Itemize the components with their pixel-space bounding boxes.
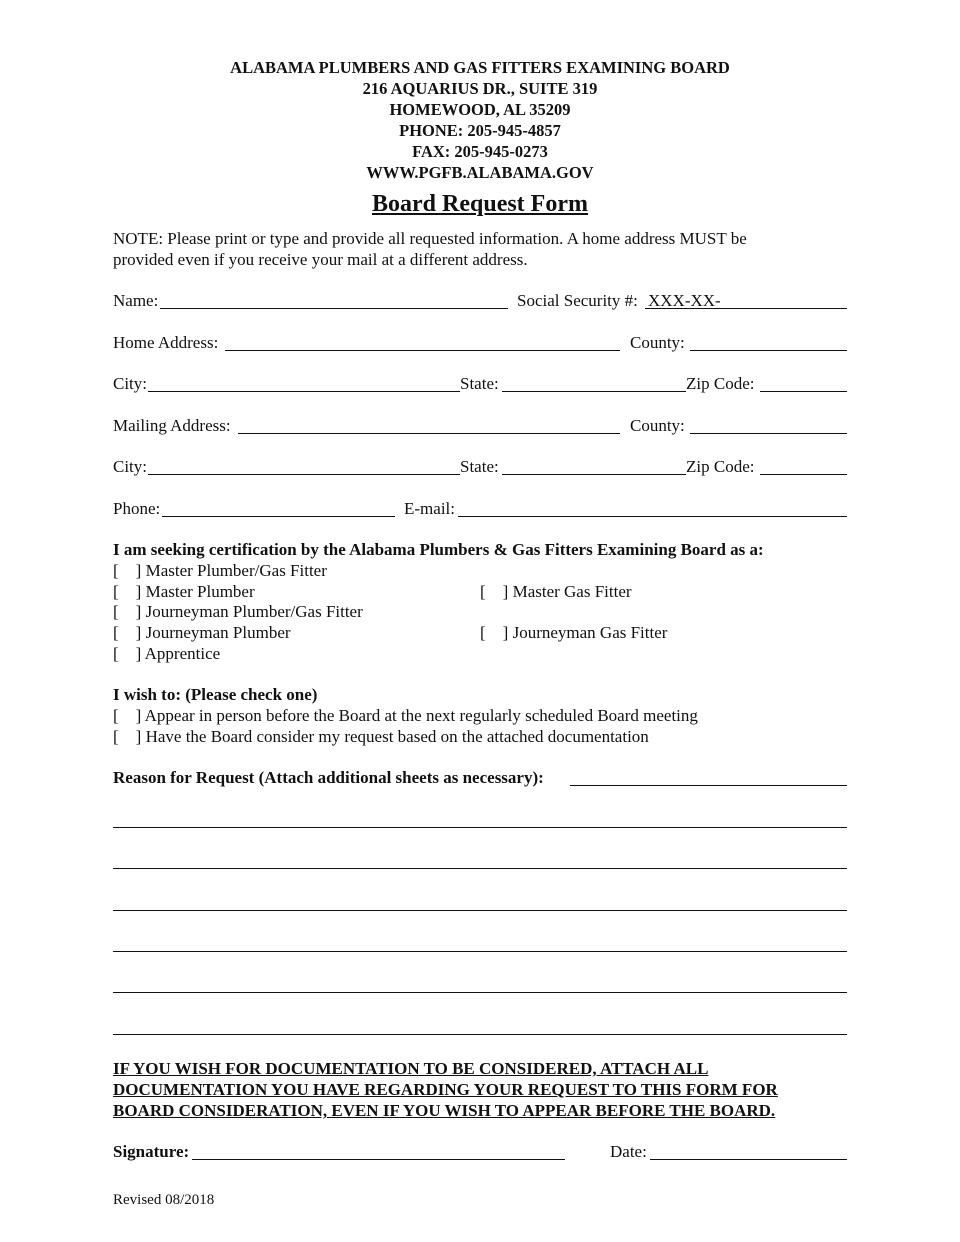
option-label: Journeyman Plumber xyxy=(145,623,291,642)
home-county-field[interactable] xyxy=(690,350,847,351)
org-address-1: 216 AQUARIUS DR., SUITE 319 xyxy=(362,79,598,98)
checkbox-journeyman-gas-fitter[interactable] xyxy=(480,622,667,643)
checkbox-apprentice[interactable] xyxy=(113,643,220,664)
option-label: Master Plumber/Gas Fitter xyxy=(145,561,327,580)
mailing-zip-field[interactable] xyxy=(760,474,847,475)
ssn-value: XXX-XX- xyxy=(648,291,721,310)
warning-line-3: BOARD CONSIDERATION, EVEN IF YOU WISH TO APPEAR BEFORE THE BOARD. xyxy=(113,1101,776,1120)
checkbox-bracket: [ ] xyxy=(113,582,142,601)
warning-line-1: IF YOU WISH FOR DOCUMENTATION TO BE CONSIDERED, ATTACH ALL xyxy=(113,1059,709,1078)
reason-line[interactable] xyxy=(113,951,847,952)
date-field[interactable] xyxy=(650,1159,847,1160)
org-address-2: HOMEWOOD, AL 35209 xyxy=(389,100,571,119)
checkbox-bracket: [ ] xyxy=(113,602,142,621)
checkbox-bracket: [ ] xyxy=(113,623,142,642)
certification-heading: I am seeking certification by the Alabama Plumbers & Gas Fitters Examining Board as a: xyxy=(113,540,764,559)
name-field[interactable] xyxy=(160,308,508,309)
reason-line[interactable] xyxy=(113,827,847,828)
email-label: E-mail: xyxy=(404,499,455,518)
phone-field[interactable] xyxy=(162,516,395,517)
checkbox-master-plumber-gas-fitter[interactable] xyxy=(113,560,327,581)
checkbox-bracket: [ ] xyxy=(113,706,142,725)
org-name: ALABAMA PLUMBERS AND GAS FITTERS EXAMINING BOARD xyxy=(230,58,730,77)
home-city-label: City: xyxy=(113,374,148,393)
ssn-label: Social Security #: xyxy=(517,291,638,310)
option-label: Have the Board consider my request based on the attached documentation xyxy=(145,727,649,746)
mailing-address-field[interactable] xyxy=(238,433,620,434)
option-label: Appear in person before the Board at the next regularly scheduled Board meeting xyxy=(144,706,698,725)
home-state-label: State: xyxy=(460,374,499,393)
name-label: Name: xyxy=(113,291,159,310)
note-line-2: provided even if you receive your mail at a different address. xyxy=(113,250,528,269)
checkbox-bracket: [ ] xyxy=(480,623,509,642)
home-zip-field[interactable] xyxy=(760,391,847,392)
mailing-city-label: City: xyxy=(113,457,148,476)
checkbox-journeyman-plumber-gas-fitter[interactable] xyxy=(113,601,363,622)
checkbox-journeyman-plumber[interactable] xyxy=(113,622,291,643)
home-city-field[interactable] xyxy=(148,391,460,392)
option-label: Journeyman Gas Fitter xyxy=(512,623,668,642)
ssn-field[interactable] xyxy=(645,308,847,309)
checkbox-bracket: [ ] xyxy=(113,727,142,746)
org-fax: FAX: 205-945-0273 xyxy=(412,142,548,161)
option-label: Master Plumber xyxy=(145,582,255,601)
phone-label: Phone: xyxy=(113,499,161,518)
warning-line-2: DOCUMENTATION YOU HAVE REGARDING YOUR REQUEST TO THIS FORM FOR xyxy=(113,1080,778,1099)
mailing-zip-label: Zip Code: xyxy=(686,457,755,476)
checkbox-master-plumber[interactable] xyxy=(113,581,255,602)
note-line-1: NOTE: Please print or type and provide all requested information. A home address MUST be xyxy=(113,229,747,248)
reason-line[interactable] xyxy=(113,910,847,911)
email-field[interactable] xyxy=(458,516,847,517)
date-label: Date: xyxy=(610,1142,647,1161)
mailing-county-field[interactable] xyxy=(690,433,847,434)
checkbox-appear-in-person[interactable] xyxy=(113,705,698,726)
mailing-city-field[interactable] xyxy=(148,474,460,475)
option-label: Journeyman Plumber/Gas Fitter xyxy=(145,602,363,621)
org-website[interactable]: WWW.PGFB.ALABAMA.GOV xyxy=(366,163,594,182)
home-address-field[interactable] xyxy=(225,350,620,351)
wish-heading: I wish to: (Please check one) xyxy=(113,685,318,704)
org-phone: PHONE: 205-945-4857 xyxy=(399,121,561,140)
signature-label: Signature: xyxy=(113,1142,190,1161)
revised-note: Revised 08/2018 xyxy=(113,1192,215,1208)
option-label: Apprentice xyxy=(144,644,221,663)
mailing-state-field[interactable] xyxy=(502,474,686,475)
reason-line[interactable] xyxy=(113,992,847,993)
mailing-state-label: State: xyxy=(460,457,499,476)
checkbox-master-gas-fitter[interactable] xyxy=(480,581,632,602)
checkbox-bracket: [ ] xyxy=(113,561,142,580)
option-label: Master Gas Fitter xyxy=(512,582,632,601)
reason-line[interactable] xyxy=(113,1034,847,1035)
reason-line[interactable] xyxy=(113,868,847,869)
checkbox-bracket: [ ] xyxy=(480,582,509,601)
mailing-address-label: Mailing Address: xyxy=(113,416,231,435)
home-state-field[interactable] xyxy=(502,391,686,392)
mailing-county-label: County: xyxy=(630,416,685,435)
form-title: Board Request Form xyxy=(372,191,588,217)
home-zip-label: Zip Code: xyxy=(686,374,755,393)
reason-label: Reason for Request (Attach additional sheets as necessary): xyxy=(113,768,544,787)
signature-field[interactable] xyxy=(192,1159,565,1160)
reason-field[interactable] xyxy=(570,785,847,786)
checkbox-consider-documentation[interactable] xyxy=(113,726,649,747)
checkbox-bracket: [ ] xyxy=(113,644,142,663)
home-county-label: County: xyxy=(630,333,685,352)
home-address-label: Home Address: xyxy=(113,333,219,352)
